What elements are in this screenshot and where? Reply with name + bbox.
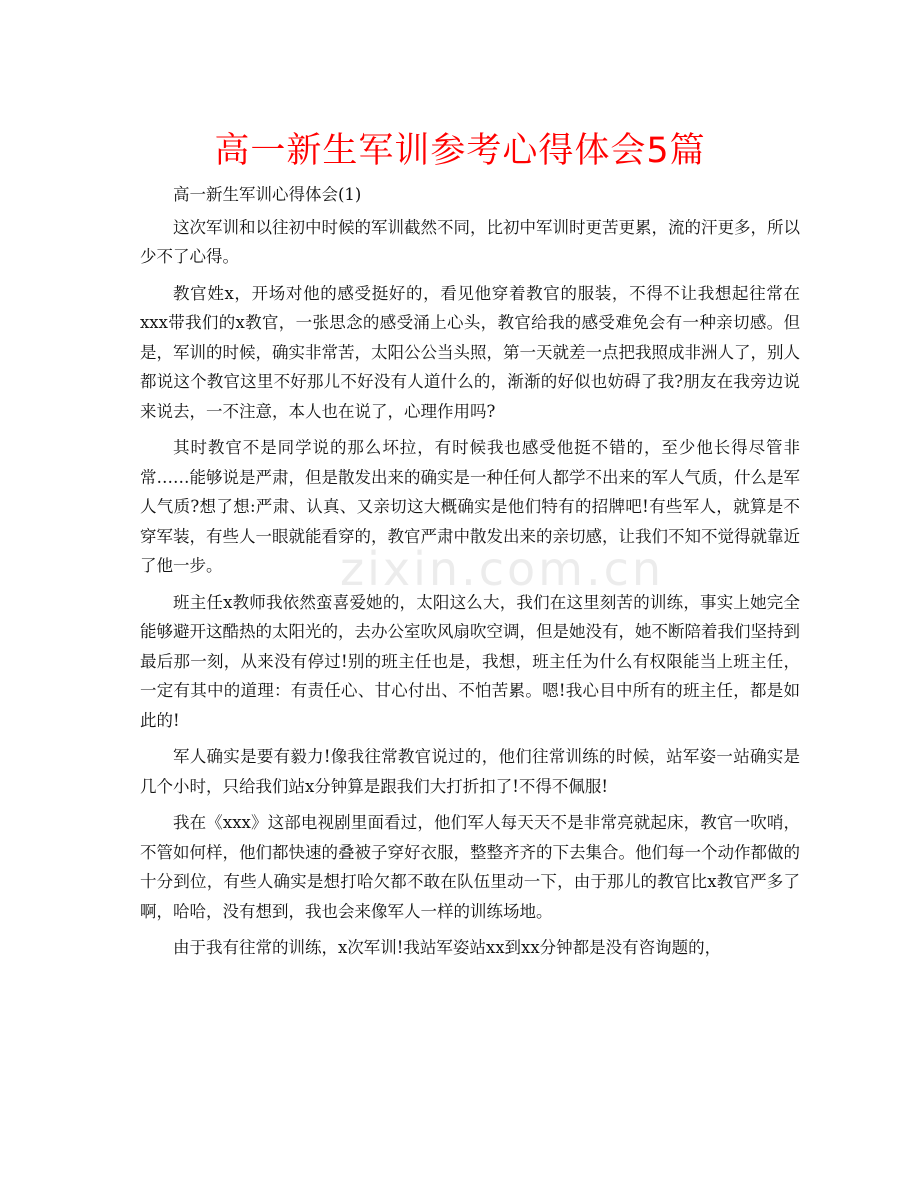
- paragraph: 这次军训和以往初中时候的军训截然不同，比初中军训时更苦更累，流的汗更多，所以少不了心得。: [140, 217, 800, 266]
- document-body: [140, 180, 800, 970]
- paragraph: 教官姓x，开场对他的感受挺好的，看见他穿着教官的服装，不得不让我想起往常在xxx带我们的x教官，一张思念的感受涌上心头，教官给我的感受难免会有一种亲切感。但是，军训的时候，确实非常苦，太阳公公当头照，第一天就差一点把我照成非洲人了，别人都说这个教官这里不好那儿不好没有人道什么的，渐渐的好似也妨碍了我?朋友在我旁边说来说去，一不注意，本人也在说了，心理作用吗?: [140, 283, 800, 421]
- paragraph: 由于我有往常的训练，x次军训!我站军姿站xx到xx分钟都是没有咨询题的，: [173, 938, 722, 957]
- watermark: zixin.com.cn: [340, 542, 665, 596]
- document-title: 高一新生军训参考心得体会5篇: [214, 131, 706, 171]
- paragraph: 军人确实是要有毅力!像我往常教官说过的，他们往常训练的时候，站军姿一站确实是几个小时，只给我们站x分钟算是跟我们大打折扣了!不得不佩服!: [140, 747, 800, 796]
- paragraph: 其时教官不是同学说的那么坏拉，有时候我也感受他挺不错的，至少他长得尽管非常……能够说是严肃，但是散发出来的确实是一种任何人都学不出来的军人气质，什么是军人气质?想了想:严肃、认真、又亲切这大概确实是他们特有的招牌吧!有些军人，就算是不穿军装，有些人一眼就能看穿的，教官严肃中散发出来的亲切感，让我们不知不觉得就靠近了他一步。: [140, 438, 800, 575]
- paragraph: 班主任x教师我依然蛮喜爱她的，太阳这么大，我们在这里刻苦的训练，事实上她完全能够避开这酷热的太阳光的，去办公室吹风扇吹空调，但是她没有，她不断陪着我们坚持到最后那一刻，从来没有停过!别的班主任也是，我想，班主任为什么有权限能当上班主任，一定有其中的道理：有责任心、甘心付出、不怕苦累。嗯!我心目中所有的班主任，都是如此的!: [140, 592, 800, 730]
- section-subtitle: 高一新生军训心得体会(1): [173, 185, 362, 204]
- paragraph: 我在《xxx》这部电视剧里面看过，他们军人每天天不是非常亮就起床，教官一吹哨，不管如何样，他们都快速的叠被子穿好衣服，整整齐齐的下去集合。他们每一个动作都做的十分到位，有些人确实是想打哈欠都不敢在队伍里动一下，由于那儿的教官比x教官严多了啊，哈哈，没有想到，我也会来像军人一样的训练场地。: [140, 813, 800, 921]
